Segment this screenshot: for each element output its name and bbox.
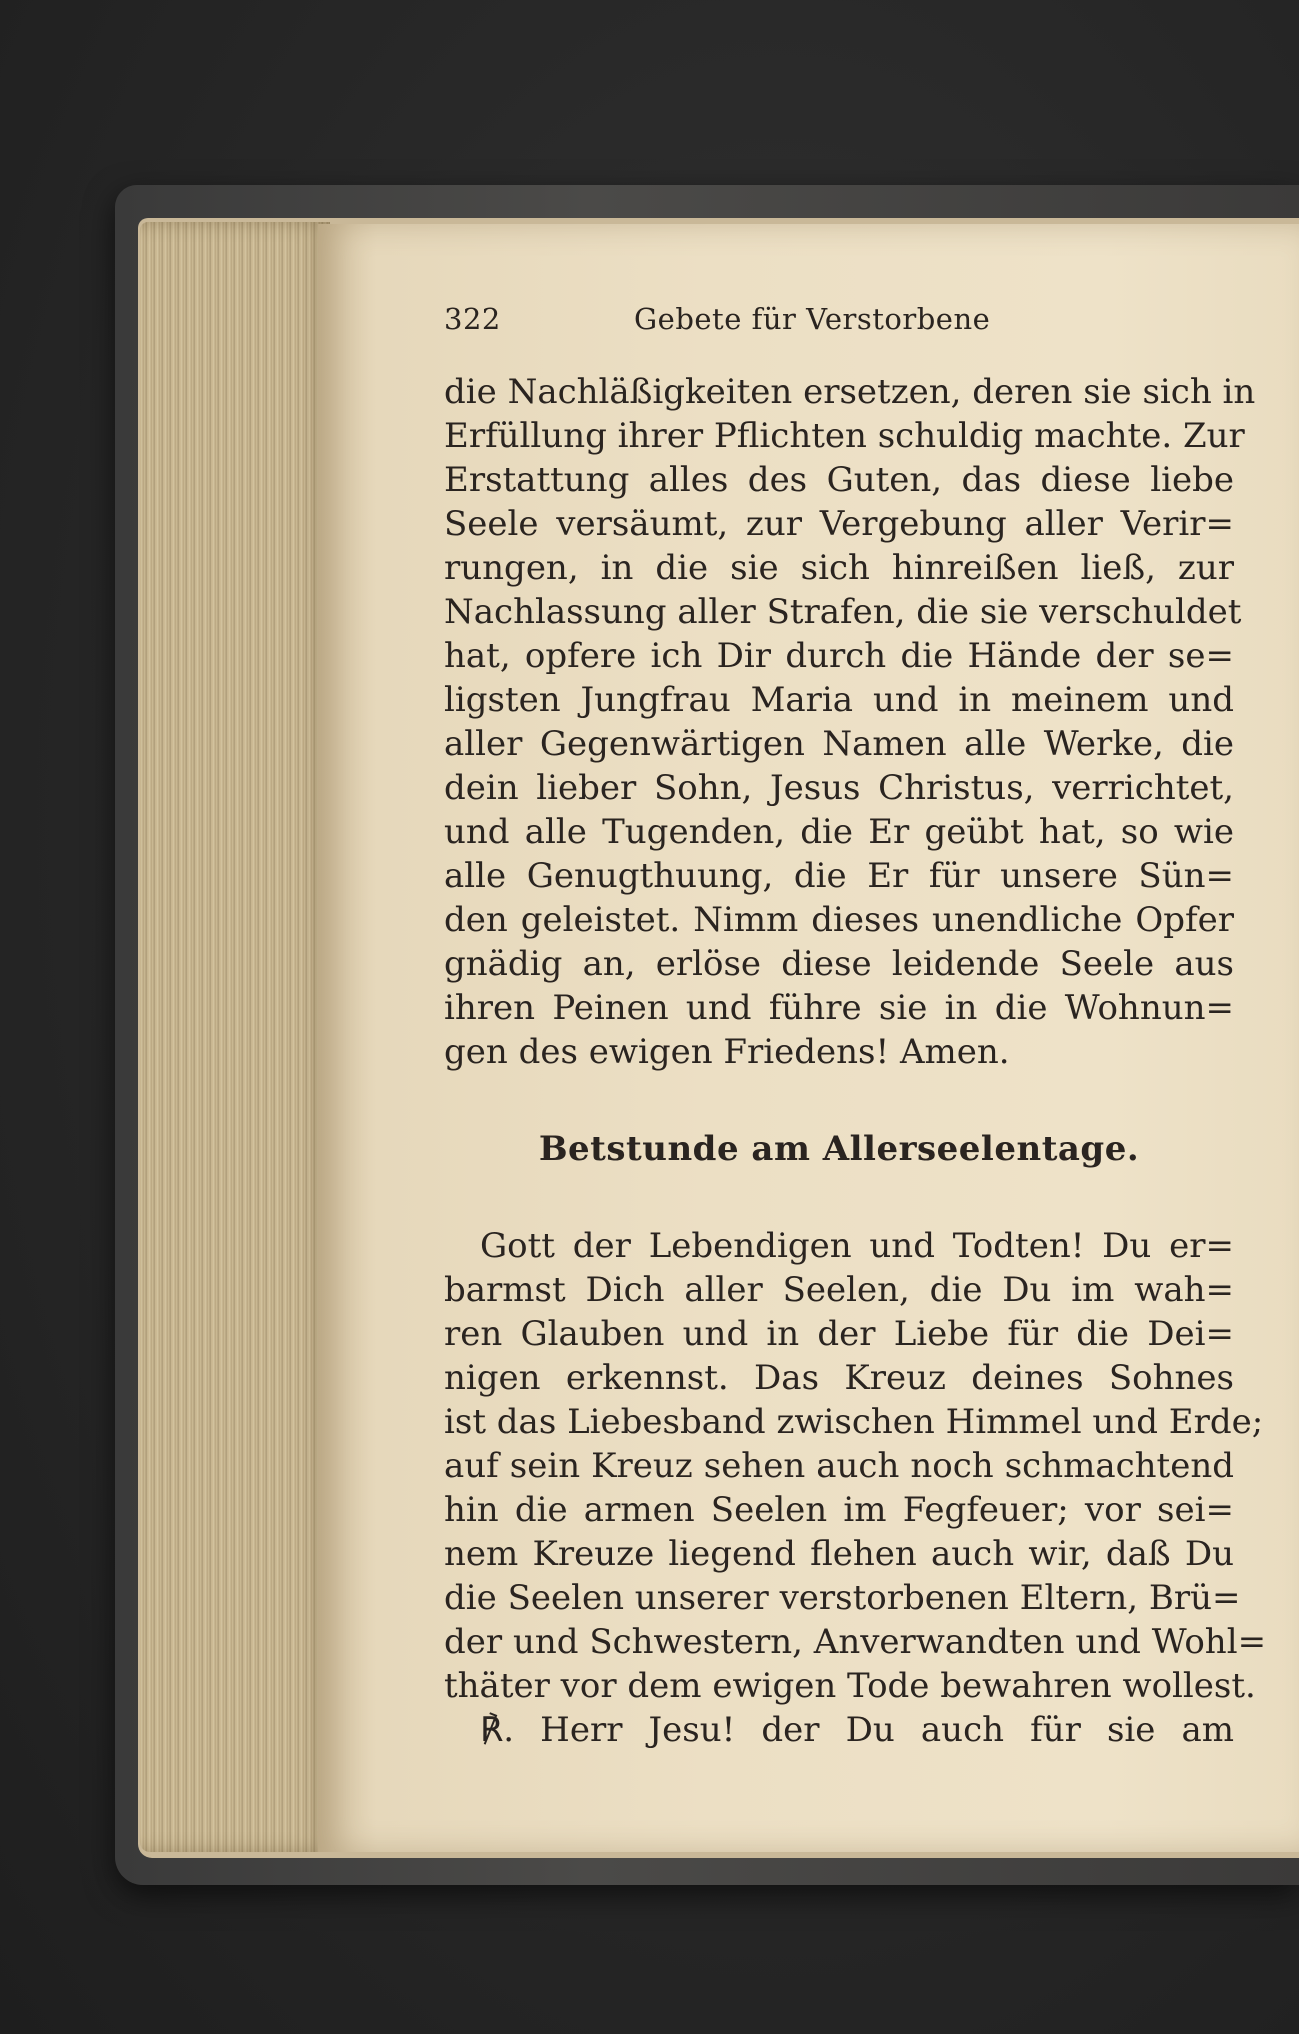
text-line: thäter vor dem ewigen Tode bewahren wollest. — [444, 1666, 1256, 1706]
text-line: ℟. Herr Jesu! der Du auch für sie am — [480, 1710, 1234, 1750]
text-line: Gott der Lebendigen und Todten! Du er= — [480, 1226, 1234, 1266]
text-line: der und Schwestern, Anverwandten und Wohl= — [444, 1622, 1267, 1662]
text-line: nigen erkennst. Das Kreuz deines Sohnes — [444, 1358, 1234, 1398]
running-head — [444, 302, 1234, 352]
text-line: hin die armen Seelen im Fegfeuer; vor sei= — [444, 1490, 1234, 1530]
text-line: die Nachläßigkeiten ersetzen, deren sie sich in — [444, 372, 1256, 412]
section-title: Betstunde am Allerseelentage. — [538, 1129, 1140, 1169]
page-edges — [140, 222, 330, 1852]
text-line: ihren Peinen und führe sie in die Wohnun= — [444, 988, 1234, 1028]
text-line: barmst Dich aller Seelen, die Du im wah= — [444, 1270, 1234, 1310]
text-line: gen des ewigen Friedens! Amen. — [444, 1032, 1010, 1072]
text-line: ren Glauben und in der Liebe für die Dei= — [444, 1314, 1234, 1354]
text-line: gnädig an, erlöse diese leidende Seele aus — [444, 944, 1234, 984]
text-line: die Seelen unserer verstorbenen Eltern, Brü= — [444, 1578, 1241, 1618]
text-line: den geleistet. Nimm dieses unendliche Opfer — [444, 900, 1234, 940]
text-line: und alle Tugenden, die Er geübt hat, so wie — [444, 812, 1234, 852]
text-area — [444, 302, 1267, 1752]
page-number: 322 — [444, 302, 501, 336]
text-line: nem Kreuze liegend flehen auch wir, daß Du — [444, 1534, 1234, 1574]
text-line: rungen, in die sie sich hinreißen ließ, zur — [444, 548, 1234, 588]
text-line: Seele versäumt, zur Vergebung aller Verir= — [444, 504, 1234, 544]
paragraph-1 — [444, 370, 1256, 1074]
text-line: hat, opfere ich Dir durch die Hände der se= — [444, 636, 1234, 676]
text-line: Nachlassung aller Strafen, die sie verschuldet — [444, 592, 1242, 632]
text-line: Erstattung alles des Guten, das diese liebe — [444, 460, 1234, 500]
text-line: alle Genugthuung, die Er für unsere Sün= — [444, 856, 1234, 896]
paragraph-2 — [444, 1224, 1267, 1752]
text-line: auf sein Kreuz sehen auch noch schmachtend — [444, 1446, 1234, 1486]
text-line: dein lieber Sohn, Jesus Christus, verrichtet, — [444, 768, 1234, 808]
text-line: aller Gegenwärtigen Namen alle Werke, die — [444, 724, 1234, 764]
text-line: Erfüllung ihrer Pflichten schuldig machte. Zur — [444, 416, 1245, 456]
running-head-title: Gebete für Verstorbene — [634, 302, 991, 336]
text-line: ligsten Jungfrau Maria und in meinem und — [444, 680, 1234, 720]
text-line: ist das Liebesband zwischen Himmel und Erde; — [444, 1402, 1264, 1442]
book-page — [318, 224, 1299, 1852]
